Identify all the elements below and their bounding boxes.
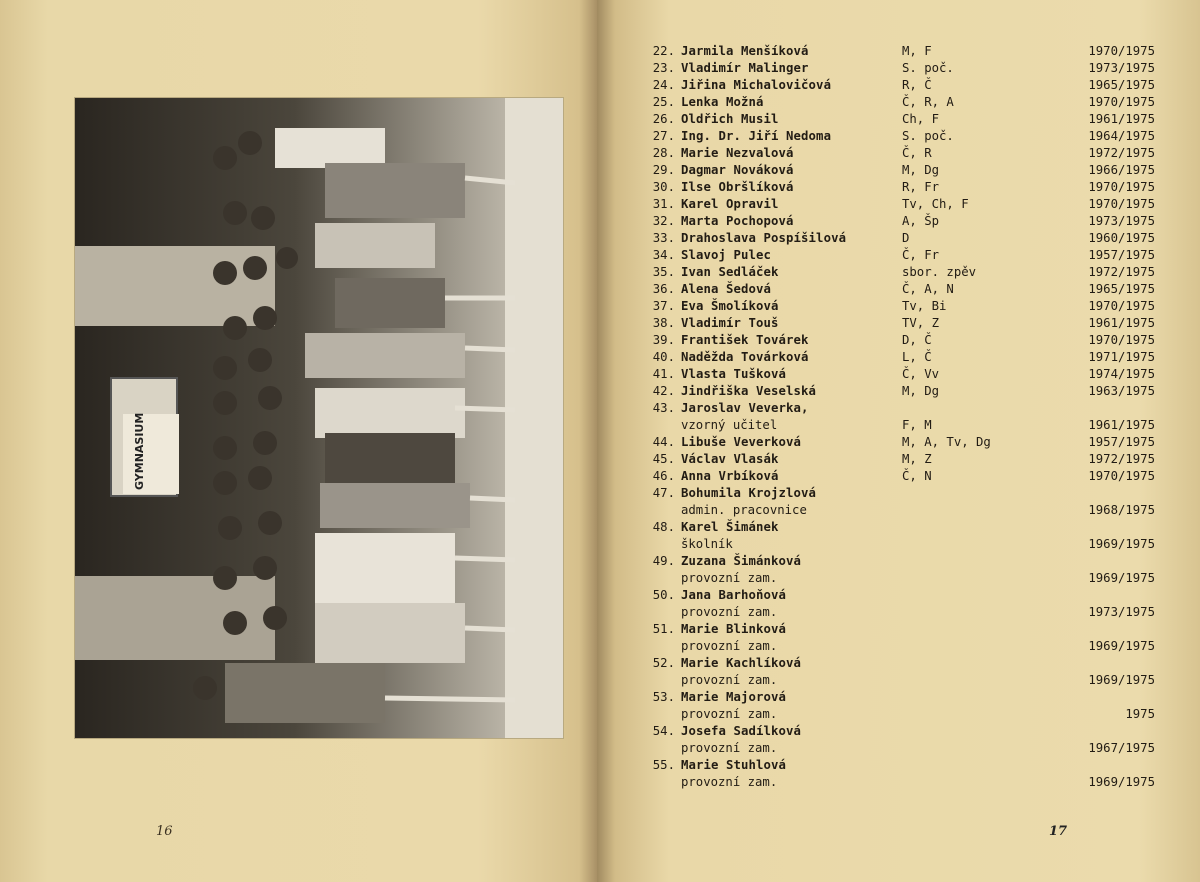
staff-row [645, 332, 1155, 349]
staff-row [645, 230, 1155, 247]
staff-years: 1975 [1125, 707, 1155, 721]
staff-subjects: M, Dg [902, 163, 940, 177]
staff-name: Václav Vlasák [681, 452, 779, 466]
staff-name: Vladimír Malinger [681, 61, 809, 75]
staff-row-detail [645, 604, 1155, 621]
staff-row [645, 298, 1155, 315]
staff-name: Drahoslava Pospíšilová [681, 231, 847, 245]
staff-years: 1957/1975 [1088, 248, 1155, 262]
staff-name: Naděžda Továrková [681, 350, 809, 364]
staff-number: 52. [652, 656, 675, 670]
staff-row-detail [645, 536, 1155, 553]
staff-number: 41. [652, 367, 675, 381]
staff-role: provozní zam. [681, 639, 778, 653]
staff-name: Karel Šimánek [681, 520, 779, 534]
staff-name: Alena Šedová [681, 282, 772, 296]
staff-row [645, 264, 1155, 281]
staff-years: 1964/1975 [1088, 129, 1155, 143]
staff-years: 1970/1975 [1088, 469, 1155, 483]
staff-row-detail [645, 417, 1155, 434]
staff-subjects: TV, Z [902, 316, 940, 330]
staff-number: 55. [652, 758, 675, 772]
staff-years: 1973/1975 [1088, 214, 1155, 228]
staff-name: Marie Stuhlová [681, 758, 787, 772]
staff-name: Libuše Veverková [681, 435, 802, 449]
staff-number: 37. [652, 299, 675, 313]
staff-row [645, 196, 1155, 213]
staff-name: Anna Vrbíková [681, 469, 779, 483]
staff-row [645, 77, 1155, 94]
staff-name: Karel Opravil [681, 197, 779, 211]
staff-name: Jana Barhoňová [681, 588, 787, 602]
staff-years: 1973/1975 [1088, 605, 1155, 619]
staff-name: Ivan Sedláček [681, 265, 779, 279]
staff-subjects: Tv, Ch, F [902, 197, 969, 211]
staff-name: František Továrek [681, 333, 809, 347]
staff-row [645, 145, 1155, 162]
staff-years: 1973/1975 [1088, 61, 1155, 75]
staff-years: 1960/1975 [1088, 231, 1155, 245]
staff-number: 27. [652, 129, 675, 143]
staff-number: 34. [652, 248, 675, 262]
staff-name: Zuzana Šimánková [681, 554, 802, 568]
staff-name: Lenka Možná [681, 95, 764, 109]
staff-name: Marie Blinková [681, 622, 787, 636]
staff-row [645, 213, 1155, 230]
staff-years: 1969/1975 [1088, 639, 1155, 653]
staff-role: vzorný učitel [681, 418, 778, 432]
staff-row-detail [645, 672, 1155, 689]
staff-subjects: R, Č [902, 78, 932, 92]
staff-name: Eva Šmolíková [681, 299, 779, 313]
staff-row [645, 621, 1155, 638]
staff-number: 23. [652, 61, 675, 75]
staff-subjects: Č, Fr [902, 248, 940, 262]
staff-years: 1961/1975 [1088, 418, 1155, 432]
staff-subjects: Č, A, N [902, 282, 954, 296]
staff-role: provozní zam. [681, 571, 778, 585]
staff-subjects: R, Fr [902, 180, 940, 194]
staff-row [645, 43, 1155, 60]
staff-years: 1972/1975 [1088, 452, 1155, 466]
staff-number: 39. [652, 333, 675, 347]
staff-row [645, 366, 1155, 383]
staff-row [645, 689, 1155, 706]
group-photo-image [75, 98, 563, 738]
staff-row [645, 400, 1155, 417]
staff-number: 42. [652, 384, 675, 398]
staff-role: provozní zam. [681, 775, 778, 789]
staff-row [645, 434, 1155, 451]
staff-role: školník [681, 537, 733, 551]
staff-row-detail [645, 570, 1155, 587]
staff-row [645, 468, 1155, 485]
staff-name: Marta Pochopová [681, 214, 794, 228]
staff-years: 1969/1975 [1088, 571, 1155, 585]
staff-years: 1969/1975 [1088, 673, 1155, 687]
staff-years: 1961/1975 [1088, 112, 1155, 126]
staff-name: Marie Majorová [681, 690, 787, 704]
staff-number: 28. [652, 146, 675, 160]
staff-row [645, 655, 1155, 672]
staff-number: 31. [652, 197, 675, 211]
staff-row [645, 383, 1155, 400]
staff-name: Ing. Dr. Jiří Nedoma [681, 129, 832, 143]
staff-list [645, 43, 1155, 791]
staff-years: 1961/1975 [1088, 316, 1155, 330]
staff-number: 51. [652, 622, 675, 636]
page-number-right: 17 [1049, 824, 1068, 839]
staff-row [645, 349, 1155, 366]
staff-row [645, 162, 1155, 179]
staff-years: 1970/1975 [1088, 197, 1155, 211]
staff-subjects: D [902, 231, 910, 245]
staff-number: 36. [652, 282, 675, 296]
staff-years: 1970/1975 [1088, 95, 1155, 109]
staff-subjects: M, F [902, 44, 932, 58]
staff-years: 1965/1975 [1088, 78, 1155, 92]
staff-row [645, 281, 1155, 298]
staff-years: 1967/1975 [1088, 741, 1155, 755]
staff-name: Jarmila Menšíková [681, 44, 809, 58]
staff-subjects: F, M [902, 418, 932, 432]
staff-subjects: D, Č [902, 333, 932, 347]
staff-row-detail [645, 774, 1155, 791]
staff-subjects: M, Z [902, 452, 932, 466]
staff-years: 1957/1975 [1088, 435, 1155, 449]
staff-years: 1974/1975 [1088, 367, 1155, 381]
staff-years: 1963/1975 [1088, 384, 1155, 398]
right-page [597, 0, 1200, 882]
staff-row [645, 128, 1155, 145]
staff-number: 24. [652, 78, 675, 92]
staff-number: 29. [652, 163, 675, 177]
staff-row [645, 60, 1155, 77]
staff-role: provozní zam. [681, 673, 778, 687]
staff-subjects: Č, Vv [902, 367, 940, 381]
staff-subjects: Ch, F [902, 112, 940, 126]
staff-name: Josefa Sadílková [681, 724, 802, 738]
staff-row-detail [645, 638, 1155, 655]
staff-name: Jaroslav Veverka, [681, 401, 809, 415]
staff-years: 1965/1975 [1088, 282, 1155, 296]
staff-years: 1970/1975 [1088, 333, 1155, 347]
staff-number: 30. [652, 180, 675, 194]
staff-row [645, 587, 1155, 604]
staff-subjects: S. poč. [902, 61, 954, 75]
staff-years: 1969/1975 [1088, 537, 1155, 551]
staff-name: Oldřich Musil [681, 112, 779, 126]
staff-years: 1968/1975 [1088, 503, 1155, 517]
staff-row [645, 247, 1155, 264]
staff-number: 44. [652, 435, 675, 449]
staff-role: provozní zam. [681, 707, 778, 721]
staff-years: 1972/1975 [1088, 265, 1155, 279]
staff-role: provozní zam. [681, 741, 778, 755]
staff-subjects: M, Dg [902, 384, 940, 398]
staff-number: 43. [652, 401, 675, 415]
staff-row-detail [645, 502, 1155, 519]
staff-number: 54. [652, 724, 675, 738]
staff-name: Jindřiška Veselská [681, 384, 817, 398]
staff-number: 50. [652, 588, 675, 602]
group-photo [74, 97, 564, 739]
staff-number: 33. [652, 231, 675, 245]
staff-number: 53. [652, 690, 675, 704]
staff-subjects: sbor. zpěv [902, 265, 977, 279]
staff-subjects: Tv, Bi [902, 299, 947, 313]
staff-row [645, 519, 1155, 536]
staff-number: 25. [652, 95, 675, 109]
staff-number: 47. [652, 486, 675, 500]
staff-role: admin. pracovnice [681, 503, 807, 517]
left-page [0, 0, 597, 882]
staff-subjects: L, Č [902, 350, 932, 364]
staff-number: 26. [652, 112, 675, 126]
staff-years: 1970/1975 [1088, 299, 1155, 313]
staff-years: 1966/1975 [1088, 163, 1155, 177]
staff-subjects: Č, R, A [902, 95, 954, 109]
staff-number: 40. [652, 350, 675, 364]
staff-name: Vlasta Tušková [681, 367, 787, 381]
staff-number: 32. [652, 214, 675, 228]
staff-number: 22. [652, 44, 675, 58]
staff-number: 45. [652, 452, 675, 466]
staff-years: 1970/1975 [1088, 44, 1155, 58]
gymnasium-sign [111, 378, 179, 496]
staff-row [645, 315, 1155, 332]
staff-row-detail [645, 706, 1155, 723]
staff-name: Marie Nezvalová [681, 146, 794, 160]
staff-name: Marie Kachlíková [681, 656, 802, 670]
staff-number: 38. [652, 316, 675, 330]
staff-row [645, 757, 1155, 774]
staff-subjects: A, Šp [902, 214, 940, 228]
staff-name: Jiřina Michalovičová [681, 78, 832, 92]
staff-row-detail [645, 740, 1155, 757]
staff-subjects: M, A, Tv, Dg [902, 435, 991, 449]
staff-name: Dagmar Nováková [681, 163, 794, 177]
staff-row [645, 451, 1155, 468]
staff-number: 49. [652, 554, 675, 568]
staff-row [645, 111, 1155, 128]
staff-number: 46. [652, 469, 675, 483]
staff-row [645, 723, 1155, 740]
staff-subjects: Č, N [902, 469, 932, 483]
staff-row [645, 179, 1155, 196]
staff-role: provozní zam. [681, 605, 778, 619]
sign-text: GYMNASIUM [133, 412, 146, 490]
page-number-left: 16 [156, 824, 173, 839]
staff-subjects: S. poč. [902, 129, 954, 143]
staff-name: Bohumila Krojzlová [681, 486, 817, 500]
staff-name: Slavoj Pulec [681, 248, 772, 262]
staff-years: 1971/1975 [1088, 350, 1155, 364]
staff-number: 35. [652, 265, 675, 279]
staff-years: 1970/1975 [1088, 180, 1155, 194]
staff-name: Vladimír Touš [681, 316, 779, 330]
staff-years: 1972/1975 [1088, 146, 1155, 160]
staff-number: 48. [652, 520, 675, 534]
staff-row [645, 94, 1155, 111]
staff-row [645, 485, 1155, 502]
staff-name: Ilse Obršlíková [681, 180, 794, 194]
staff-row [645, 553, 1155, 570]
staff-years: 1969/1975 [1088, 775, 1155, 789]
staff-subjects: Č, R [902, 146, 932, 160]
